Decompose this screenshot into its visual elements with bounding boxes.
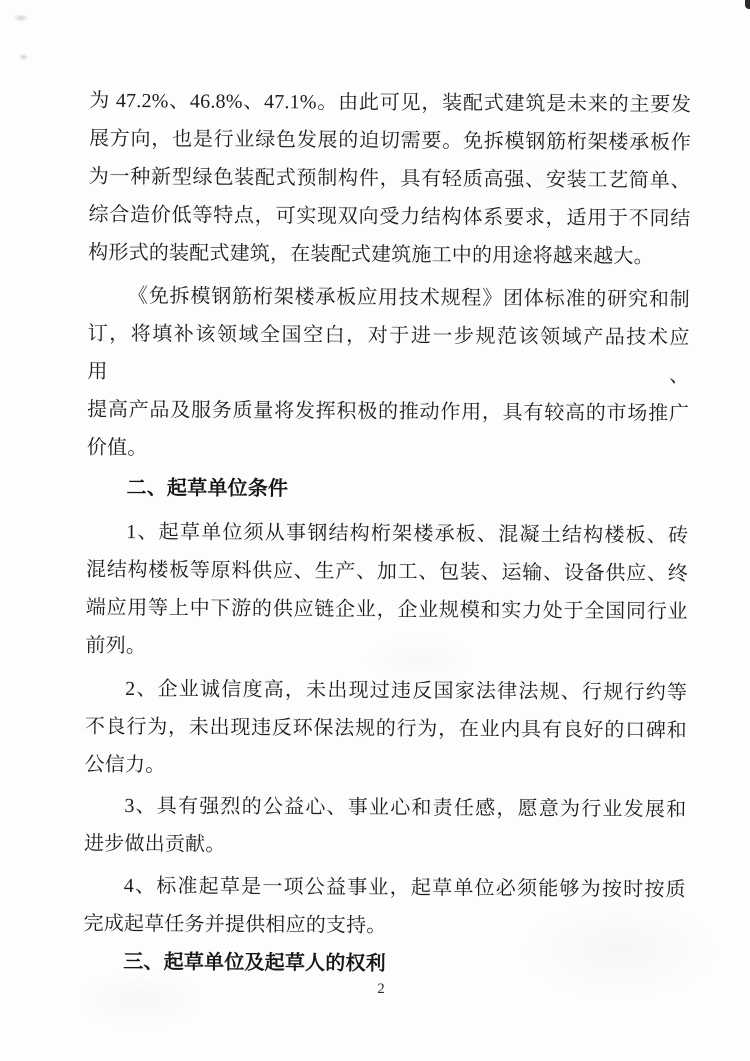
text-line: 不良行为，未出现违反环保法规的行为，在业内具有良好的口碑和 xyxy=(84,715,687,742)
text-line: 公信力。 xyxy=(84,753,166,777)
text-line: 2、企业诚信度高，未出现过违反国家法律法规、行规行约等 xyxy=(125,678,688,704)
text-line: 混结构楼板等原料供应、生产、加工、包装、运输、设备供应、终 xyxy=(85,558,689,585)
paragraph-standard xyxy=(87,277,690,471)
section2-item4 xyxy=(83,867,686,947)
text-line: 3、具有强烈的公益心、事业心和责任感，愿意为行业发展和 xyxy=(124,795,687,821)
text-line: 构形式的装配式建筑，在装配式建筑施工中的用途将越来越大。 xyxy=(88,241,654,268)
text-line: 为 47.2%、46.8%、47.1%。由此可见，装配式建筑是未来的主要发 xyxy=(89,89,692,116)
section2-item2 xyxy=(85,670,688,788)
page-number: 2 xyxy=(377,981,385,997)
text-line: 端应用等上中下游的供应链企业，企业规模和实力处于全国同行业 xyxy=(85,596,688,623)
text-line: 价值。 xyxy=(86,436,148,460)
section-heading: 二、起草单位条件 xyxy=(126,477,289,501)
section2-heading xyxy=(86,469,688,511)
text-line: 提高产品及服务质量将发挥积极的推动作用，具有较高的市场推广 xyxy=(87,398,690,425)
text-line: 订，将填补该领域全国空白，对于进一步规范该领域产品技术应用、 xyxy=(87,322,690,387)
scan-corner-artifact xyxy=(745,0,750,9)
paragraph-intro xyxy=(88,82,691,276)
text-line: 4、标准起草是一项公益事业，起草单位必须能够为按时按质 xyxy=(123,875,686,901)
text-line: 展方向，也是行业绿色发展的迫切需要。免拆模钢筋桁架楼承板作 xyxy=(88,127,692,154)
text-line: 1、起草单位须从事钢结构桁架楼承板、混凝土结构楼板、砖 xyxy=(126,521,689,547)
text-line: 综合造价低等特点，可实现双向受力结构体系要求，适用于不同结 xyxy=(88,203,691,230)
text-line: 前列。 xyxy=(85,634,147,658)
text-line: 《免拆模钢筋桁架楼承板应用技术规程》团体标准的研究和制 xyxy=(127,285,690,311)
section2-item3 xyxy=(84,787,687,867)
text-line: 完成起草任务并提供相应的支持。 xyxy=(83,912,387,937)
section2-item1 xyxy=(85,513,688,669)
scan-speck-artifact xyxy=(20,55,27,59)
section-heading: 三、起草单位及起草人的权利 xyxy=(123,951,386,975)
text-line: 为一种新型绿色装配式预制构件，具有轻质高强、安装工艺简单、 xyxy=(88,165,691,192)
document-body xyxy=(83,0,692,985)
text-line: 进步做出贡献。 xyxy=(84,832,226,856)
